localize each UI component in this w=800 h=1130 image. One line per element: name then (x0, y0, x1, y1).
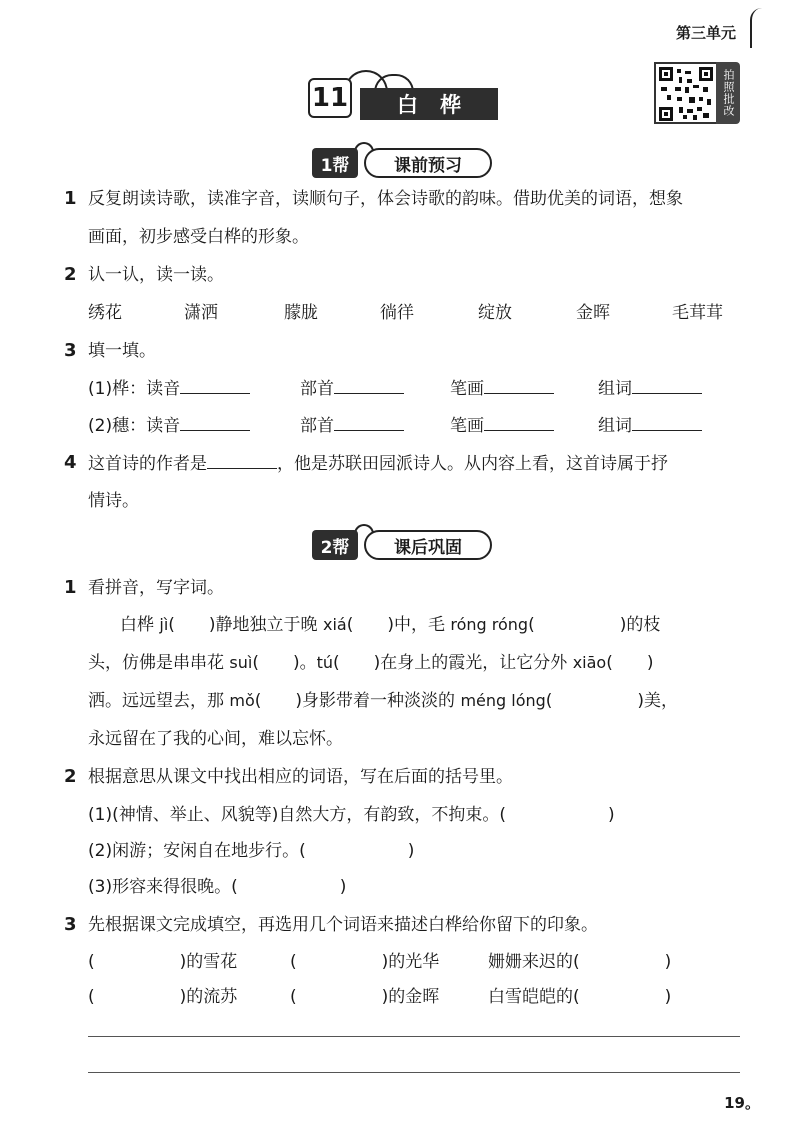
answer-blank[interactable] (180, 377, 250, 394)
passage-text: 头，仿佛是串串花 (88, 653, 230, 673)
pinyin: méng lóng (460, 691, 546, 710)
pinyin: suì (229, 653, 253, 672)
fill-row (598, 377, 702, 400)
sub-question[interactable]: (1)(神情、举止、风貌等)自然大方，有韵致，不拘束。( ) (88, 805, 615, 825)
section-header-review (312, 530, 498, 562)
question-text (88, 452, 668, 475)
answer-paren[interactable]: ( )中，毛 (346, 615, 451, 635)
pinyin: róng róng (450, 615, 529, 634)
pinyin: xiá (322, 615, 347, 634)
fill-phrase[interactable]: 白雪皑皑的( ) (488, 987, 672, 1007)
answer-blank[interactable] (484, 377, 554, 394)
pinyin: xiāo (572, 653, 607, 672)
fill-label: 笔画 (450, 379, 484, 399)
fill-phrase[interactable]: ( )的光华 (290, 952, 440, 972)
answer-paren[interactable]: ( )美， (545, 691, 679, 711)
question-text: 填一填。 (88, 341, 156, 361)
answer-blank[interactable] (632, 377, 702, 394)
question-text: 情诗。 (88, 491, 139, 511)
question-number: 1 (64, 577, 77, 598)
answer-paren[interactable]: ( )静地独立于晚 (168, 615, 323, 635)
sub-question[interactable]: (3)形容来得很晚。( ) (88, 877, 347, 897)
fill-phrase[interactable]: 姗姗来迟的( ) (488, 952, 672, 972)
question-number: 2 (64, 264, 77, 285)
question-text: 根据意思从课文中找出相应的词语，写在后面的括号里。 (88, 767, 513, 787)
pinyin: jì (159, 615, 169, 634)
fill-row (598, 414, 702, 437)
fill-label: 笔画 (450, 416, 484, 436)
word-item: 毛茸茸 (672, 303, 723, 323)
question-text: 画面，初步感受白桦的形象。 (88, 227, 309, 247)
fill-phrase[interactable]: ( )的流苏 (88, 987, 238, 1007)
pinyin: tú (316, 653, 334, 672)
photo-grading-tag[interactable]: 拍照批改 (716, 62, 740, 124)
fill-label: 组词 (598, 379, 632, 399)
fill-row (450, 377, 554, 400)
question-text-part: ，他是苏联田园派诗人。从内容上看，这首诗属于抒 (277, 454, 668, 474)
lesson-number: 11 (308, 78, 352, 118)
answer-paren[interactable]: ( )在身上的霞光，让它分外 (333, 653, 573, 673)
word-item: 绣花 (88, 303, 122, 323)
sub-question[interactable]: (2)闲游；安闲自在地步行。( ) (88, 841, 415, 861)
question-text-part: 这首诗的作者是 (88, 454, 207, 474)
fill-label: (2)穗：读音 (88, 416, 181, 436)
fill-label: 部首 (300, 416, 334, 436)
section-header-preview (312, 148, 498, 180)
question-text: 反复朗读诗歌，读准字音，读顺句子，体会诗歌的韵味。借助优美的词语，想象 (88, 189, 683, 209)
page-edge-decoration (750, 8, 762, 48)
word-item: 金晖 (576, 303, 610, 323)
word-item: 徜徉 (380, 303, 414, 323)
answer-blank[interactable] (632, 414, 702, 431)
question-number: 1 (64, 188, 77, 209)
answer-paren[interactable]: ( ) (606, 653, 654, 673)
answer-blank[interactable] (180, 414, 250, 431)
fill-label: 组词 (598, 416, 632, 436)
answer-paren[interactable]: ( )的枝 (528, 615, 661, 635)
section-label: 课前预习 (364, 148, 492, 178)
passage-line (120, 614, 660, 636)
page-number: 19。 (724, 1094, 760, 1112)
question-text: 先根据课文完成填空，再选用几个词语来描述白桦给你留下的印象。 (88, 915, 598, 935)
lesson-title (308, 70, 498, 122)
pinyin: mǒ (229, 691, 255, 710)
passage-line (88, 652, 653, 674)
answer-blank[interactable] (484, 414, 554, 431)
passage-text: 白桦 (120, 615, 160, 635)
passage-line (88, 690, 678, 712)
answer-blank[interactable] (334, 414, 404, 431)
fill-row (450, 414, 554, 437)
qr-code-icon[interactable] (654, 62, 718, 124)
fill-row (300, 414, 404, 437)
answer-paren[interactable]: ( )。 (252, 653, 317, 673)
writing-line[interactable] (88, 1036, 740, 1037)
passage-line: 永远留在了我的心间，难以忘怀。 (88, 729, 343, 749)
question-number: 3 (64, 914, 77, 935)
answer-blank[interactable] (334, 377, 404, 394)
fill-row (88, 414, 250, 437)
answer-blank[interactable] (207, 452, 277, 469)
answer-paren[interactable]: ( )身影带着一种淡淡的 (254, 691, 461, 711)
section-label: 课后巩固 (364, 530, 492, 560)
fill-row (300, 377, 404, 400)
fill-label: (1)桦：读音 (88, 379, 181, 399)
fill-label: 部首 (300, 379, 334, 399)
question-number: 4 (64, 452, 77, 473)
word-item: 潇洒 (184, 303, 218, 323)
question-number: 2 (64, 766, 77, 787)
passage-text: 洒。远远望去，那 (88, 691, 230, 711)
question-text: 认一认，读一读。 (88, 265, 224, 285)
section-badge: 2帮 (312, 530, 358, 560)
fill-phrase[interactable]: ( )的雪花 (88, 952, 238, 972)
section-badge: 1帮 (312, 148, 358, 178)
word-item: 朦胧 (284, 303, 318, 323)
writing-line[interactable] (88, 1072, 740, 1073)
question-text: 看拼音，写字词。 (88, 578, 224, 598)
word-item: 绽放 (478, 303, 512, 323)
question-number: 3 (64, 340, 77, 361)
unit-label: 第三单元 (675, 24, 736, 42)
fill-phrase[interactable]: ( )的金晖 (290, 987, 440, 1007)
fill-row (88, 377, 250, 400)
lesson-name: 白桦 (360, 88, 498, 120)
